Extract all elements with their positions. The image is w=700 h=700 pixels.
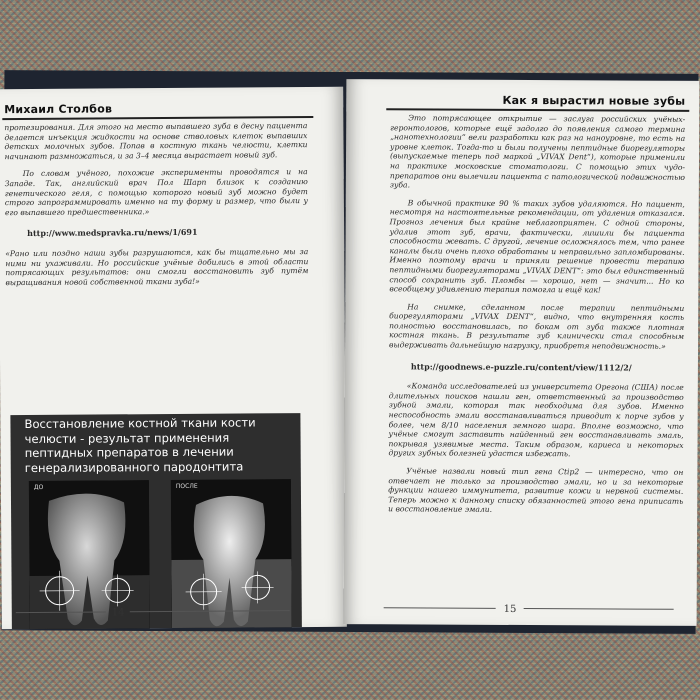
right-paragraph-3: На снимке, сделанном после терапии пептидными биорегуляторами „VIVAX DENT“, видно, что внутренняя кость полностью восстановилась, по бокам от зуба также плотная костная ткань. В результате зуб клинически стал способным выдерживать дальнейшую нагрузку, приобретя неподвижность.» [389,302,685,351]
figure-title: Восстановление костной ткани кости челюсти - результат применения пептидных препаратов в лечении генерализированного пародонтита [24,415,256,475]
right-paragraph-4: «Команда исследователей из университета Орегона (США) после длительных поисков нашли ген, ответственный за производство зубной эмали, которая так необходима для зубов. Именно неспособность эмали восстанавливаться приводит к порче зубов у более, чем 8/10 населения земного шара. Вполне возможно, что учёные смогут заставить найденный ген восстанавливать эмаль, покрывая узявимые места. Таким образом, кариеса и некоторых других зубных болезней удастся избежать. [388,381,684,459]
before-label: ДО [33,483,44,491]
xray-before-image [29,480,150,629]
xray-figure [10,413,302,629]
right-footer-rule-b [524,608,674,610]
left-quote: «Рано или поздно наши зубы разрушаются, как бы тщательно мы за ними ни ухаживали. Но российские учёные добились в этой области потрясающих результатов: они смогли восстановить зуб путём выращивания новой собственной ткани зуба!» [5,246,309,287]
right-paragraph-2: В обычной практике 90 % таких зубов удаляются. Но пациент, несмотря на настоятельные рекомендации, от удаления отказался. Прогноз лечения был крайне неблагоприятен. С одной стороны, удалив этот зуб, врачи, фактически, лишили бы пациента способности жевать. С другой, лечение осложнялось тем, что ранее каналы были очень плохо обработаны и неправильно запломбированы. Именно поэтому врачи и приняли решение провести терапию пептидными биорегуляторами „VIVAX DENT“: это был единственный способ сохранить зуб. Пломбы — хорошо, нет — значит... Но ко всеобщему удивлению терапия помогла и ещё как! [389,198,685,295]
left-paragraph-1: протезирования. Для этого на место выпавшего зуба в десну пациента делается инъекция жидкости на основе стволовых клеток выпавших детских молочных зубов. Попав в костную ткань челюсти, клетки начинают размножаться, и за 3–4 месяца вырастает новый зуб. [4,121,308,161]
after-label: ПОСЛЕ [175,482,198,490]
left-page-number: 14 [111,607,125,619]
right-page-number: 15 [503,603,517,615]
left-source-link[interactable]: http://www.medspravka.ru/news/1/691 [27,227,198,239]
right-source-link[interactable]: http://goodnews.e-puzzle.ru/content/view/1112/2/ [410,361,632,373]
right-header-rule [386,108,689,112]
right-page-header: Как я вырастил новые зубы [502,93,686,108]
left-page [0,87,347,629]
left-header-rule [2,116,313,120]
right-paragraph-1: Это потрясающее открытие — заслуга российских учёных-геронтологов, которые ещё задолго до появления самого термина „нанотехнологии“ вели разработки как раз на наноуровне, то есть на уровне клеток. Тогда-то и были получены пептидные биорегуляторы (выпускаемые теперь под маркой „VIVAX Dent“), которые применили на практике московские стоматологи. С помощью этих чудо-препаратов они вылечили пациента с патологической подвижностью зуба. [389,113,686,190]
xray-after-image [171,479,292,629]
left-page-header: Михаил Столбов [4,102,113,117]
right-footer-rule-a [384,607,496,609]
right-paragraph-5: Учёные назвали новый тип гена Ctip2 — интересно, что он отвечает не только за производство эмали, но и за некоторые функции нашего иммунитета, развитие кожи и нервной системы. Теперь можно к данному списку обязанностей этого гена приписать и восстановление эмали. [388,466,684,515]
right-page [344,79,700,626]
left-page-body [4,121,308,295]
right-page-body [388,113,685,524]
left-paragraph-2: По словам учёного, похожие эксперименты проводятся и на Западе. Так, английский врач Пол Шарп близок к созданию генетического геля, с помощью которого новый зуб можно будет строго запрограммировать именно на ту форму и размер, что были у его выпавшего предшественника.» [4,167,308,217]
